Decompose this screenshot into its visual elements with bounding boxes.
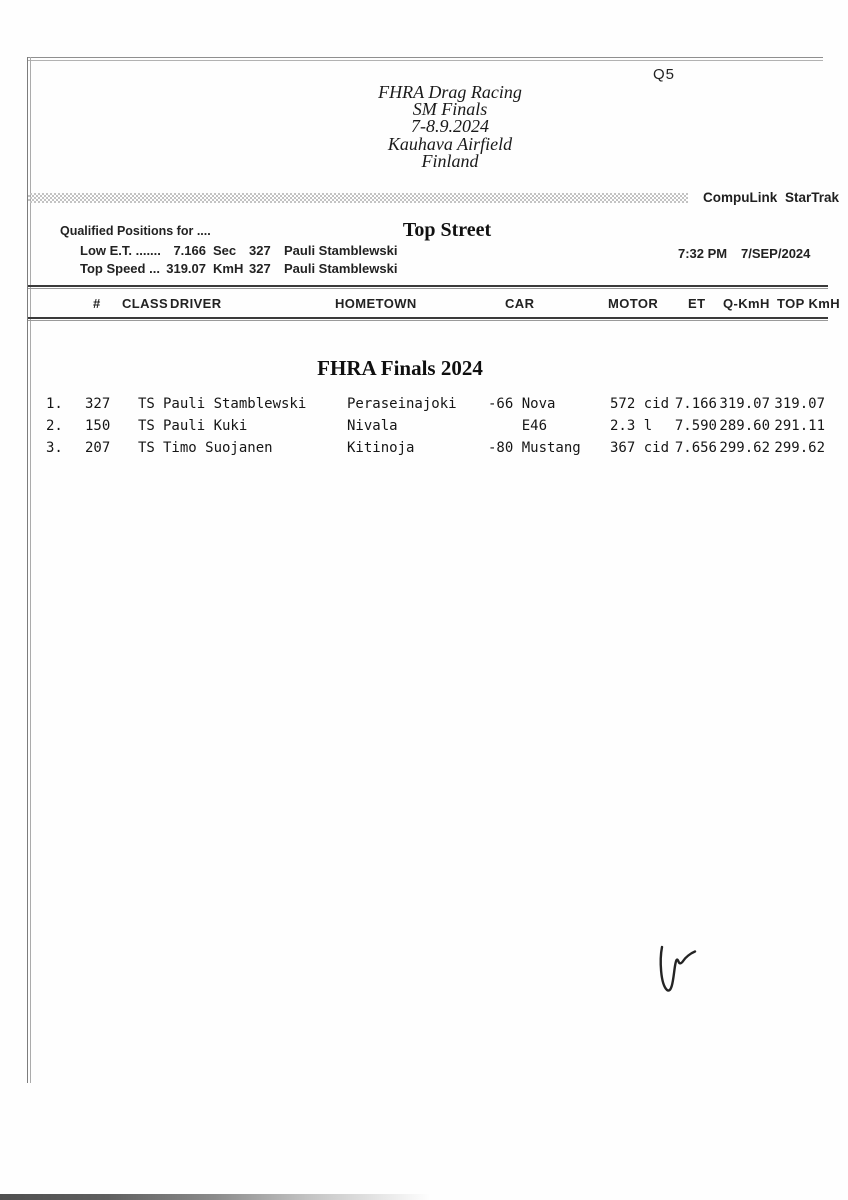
low-et-driver: Pauli Stamblewski [284, 243, 398, 258]
cell-number: 207 [85, 440, 111, 456]
event-series: SM Finals [412, 99, 488, 120]
low-et-label: Low E.T. ....... [80, 243, 161, 258]
page-edge-bottom [0, 1194, 430, 1200]
qualified-positions-label: Qualified Positions for .... [60, 224, 211, 238]
timing-system-brand: CompuLink StarTrak [703, 190, 840, 205]
table-row [0, 440, 848, 460]
print-date: 7/SEP/2024 [741, 246, 811, 261]
print-time: 7:32 PM [678, 246, 728, 261]
low-et-value: 7.166 [173, 243, 206, 258]
cell-rank: 3. [46, 440, 63, 456]
top-speed-unit: KmH [213, 261, 244, 276]
cell-et: 7.166 [674, 396, 717, 412]
cell-motor: 2.3 l [610, 418, 653, 434]
cell-qkmh: 299.62 [719, 440, 770, 456]
section-title: FHRA Finals 2024 [317, 356, 483, 380]
event-name: FHRA Drag Racing [378, 82, 522, 102]
cell-topkmh: 299.62 [774, 440, 825, 456]
table-rule-bottom [28, 317, 828, 321]
halftone-divider-band [28, 193, 688, 203]
col-header-hometown: HOMETOWN [335, 296, 417, 311]
cell-rank: 2. [46, 418, 63, 434]
event-dates: 7-8.9.2024 [411, 116, 489, 137]
cell-motor: 367 cid [610, 440, 670, 456]
table-row [0, 396, 848, 416]
cell-hometown: Peraseinajoki [347, 396, 457, 412]
event-venue: Kauhava Airfield [387, 133, 513, 154]
cell-driver: Timo Suojanen [163, 440, 273, 456]
cell-et: 7.590 [674, 418, 717, 434]
cell-driver: Pauli Kuki [163, 418, 248, 434]
cell-car: E46 [488, 418, 548, 434]
col-header-et: ET [688, 296, 706, 311]
cell-motor: 572 cid [610, 396, 670, 412]
cell-car: -80 Mustang [488, 440, 581, 456]
cell-driver: Pauli Stamblewski [163, 396, 307, 412]
cell-topkmh: 319.07 [774, 396, 825, 412]
cell-qkmh: 319.07 [719, 396, 770, 412]
top-speed-label: Top Speed ... [80, 261, 160, 276]
page-code: Q5 [653, 66, 676, 83]
cell-et: 7.656 [674, 440, 717, 456]
cell-class: TS [138, 396, 155, 412]
top-speed-entry-number: 327 [249, 261, 271, 276]
cell-hometown: Kitinoja [347, 440, 415, 456]
top-speed-line [0, 261, 848, 278]
page-edge-top [28, 57, 823, 61]
col-header-topkmh: TOP KmH [777, 296, 841, 311]
col-header-qkmh: Q-KmH [723, 296, 770, 311]
table-header-row [0, 296, 848, 313]
cell-hometown: Nivala [347, 418, 398, 434]
table-rule-top [28, 285, 828, 289]
event-country: Finland [421, 150, 479, 171]
class-title: Top Street [402, 219, 492, 241]
col-header-motor: MOTOR [608, 296, 659, 311]
cell-class: TS [138, 440, 155, 456]
col-header-class: CLASS [122, 296, 169, 311]
cell-qkmh: 289.60 [719, 418, 770, 434]
low-et-unit: Sec [213, 243, 237, 258]
low-et-entry-number: 327 [249, 243, 271, 258]
col-header-driver: DRIVER [170, 296, 222, 311]
top-speed-value: 319.07 [166, 261, 206, 276]
col-header-car: CAR [505, 296, 535, 311]
top-speed-driver: Pauli Stamblewski [284, 261, 398, 276]
handwritten-signature-squiggle [648, 938, 710, 1010]
cell-class: TS [138, 418, 155, 434]
cell-number: 150 [85, 418, 111, 434]
event-masthead [52, 84, 848, 170]
cell-car: -66 Nova [488, 396, 556, 412]
page-edge-left [27, 57, 31, 1083]
table-row [0, 418, 848, 438]
cell-number: 327 [85, 396, 111, 412]
col-header-number: # [93, 296, 101, 311]
cell-topkmh: 291.11 [774, 418, 825, 434]
cell-rank: 1. [46, 396, 63, 412]
